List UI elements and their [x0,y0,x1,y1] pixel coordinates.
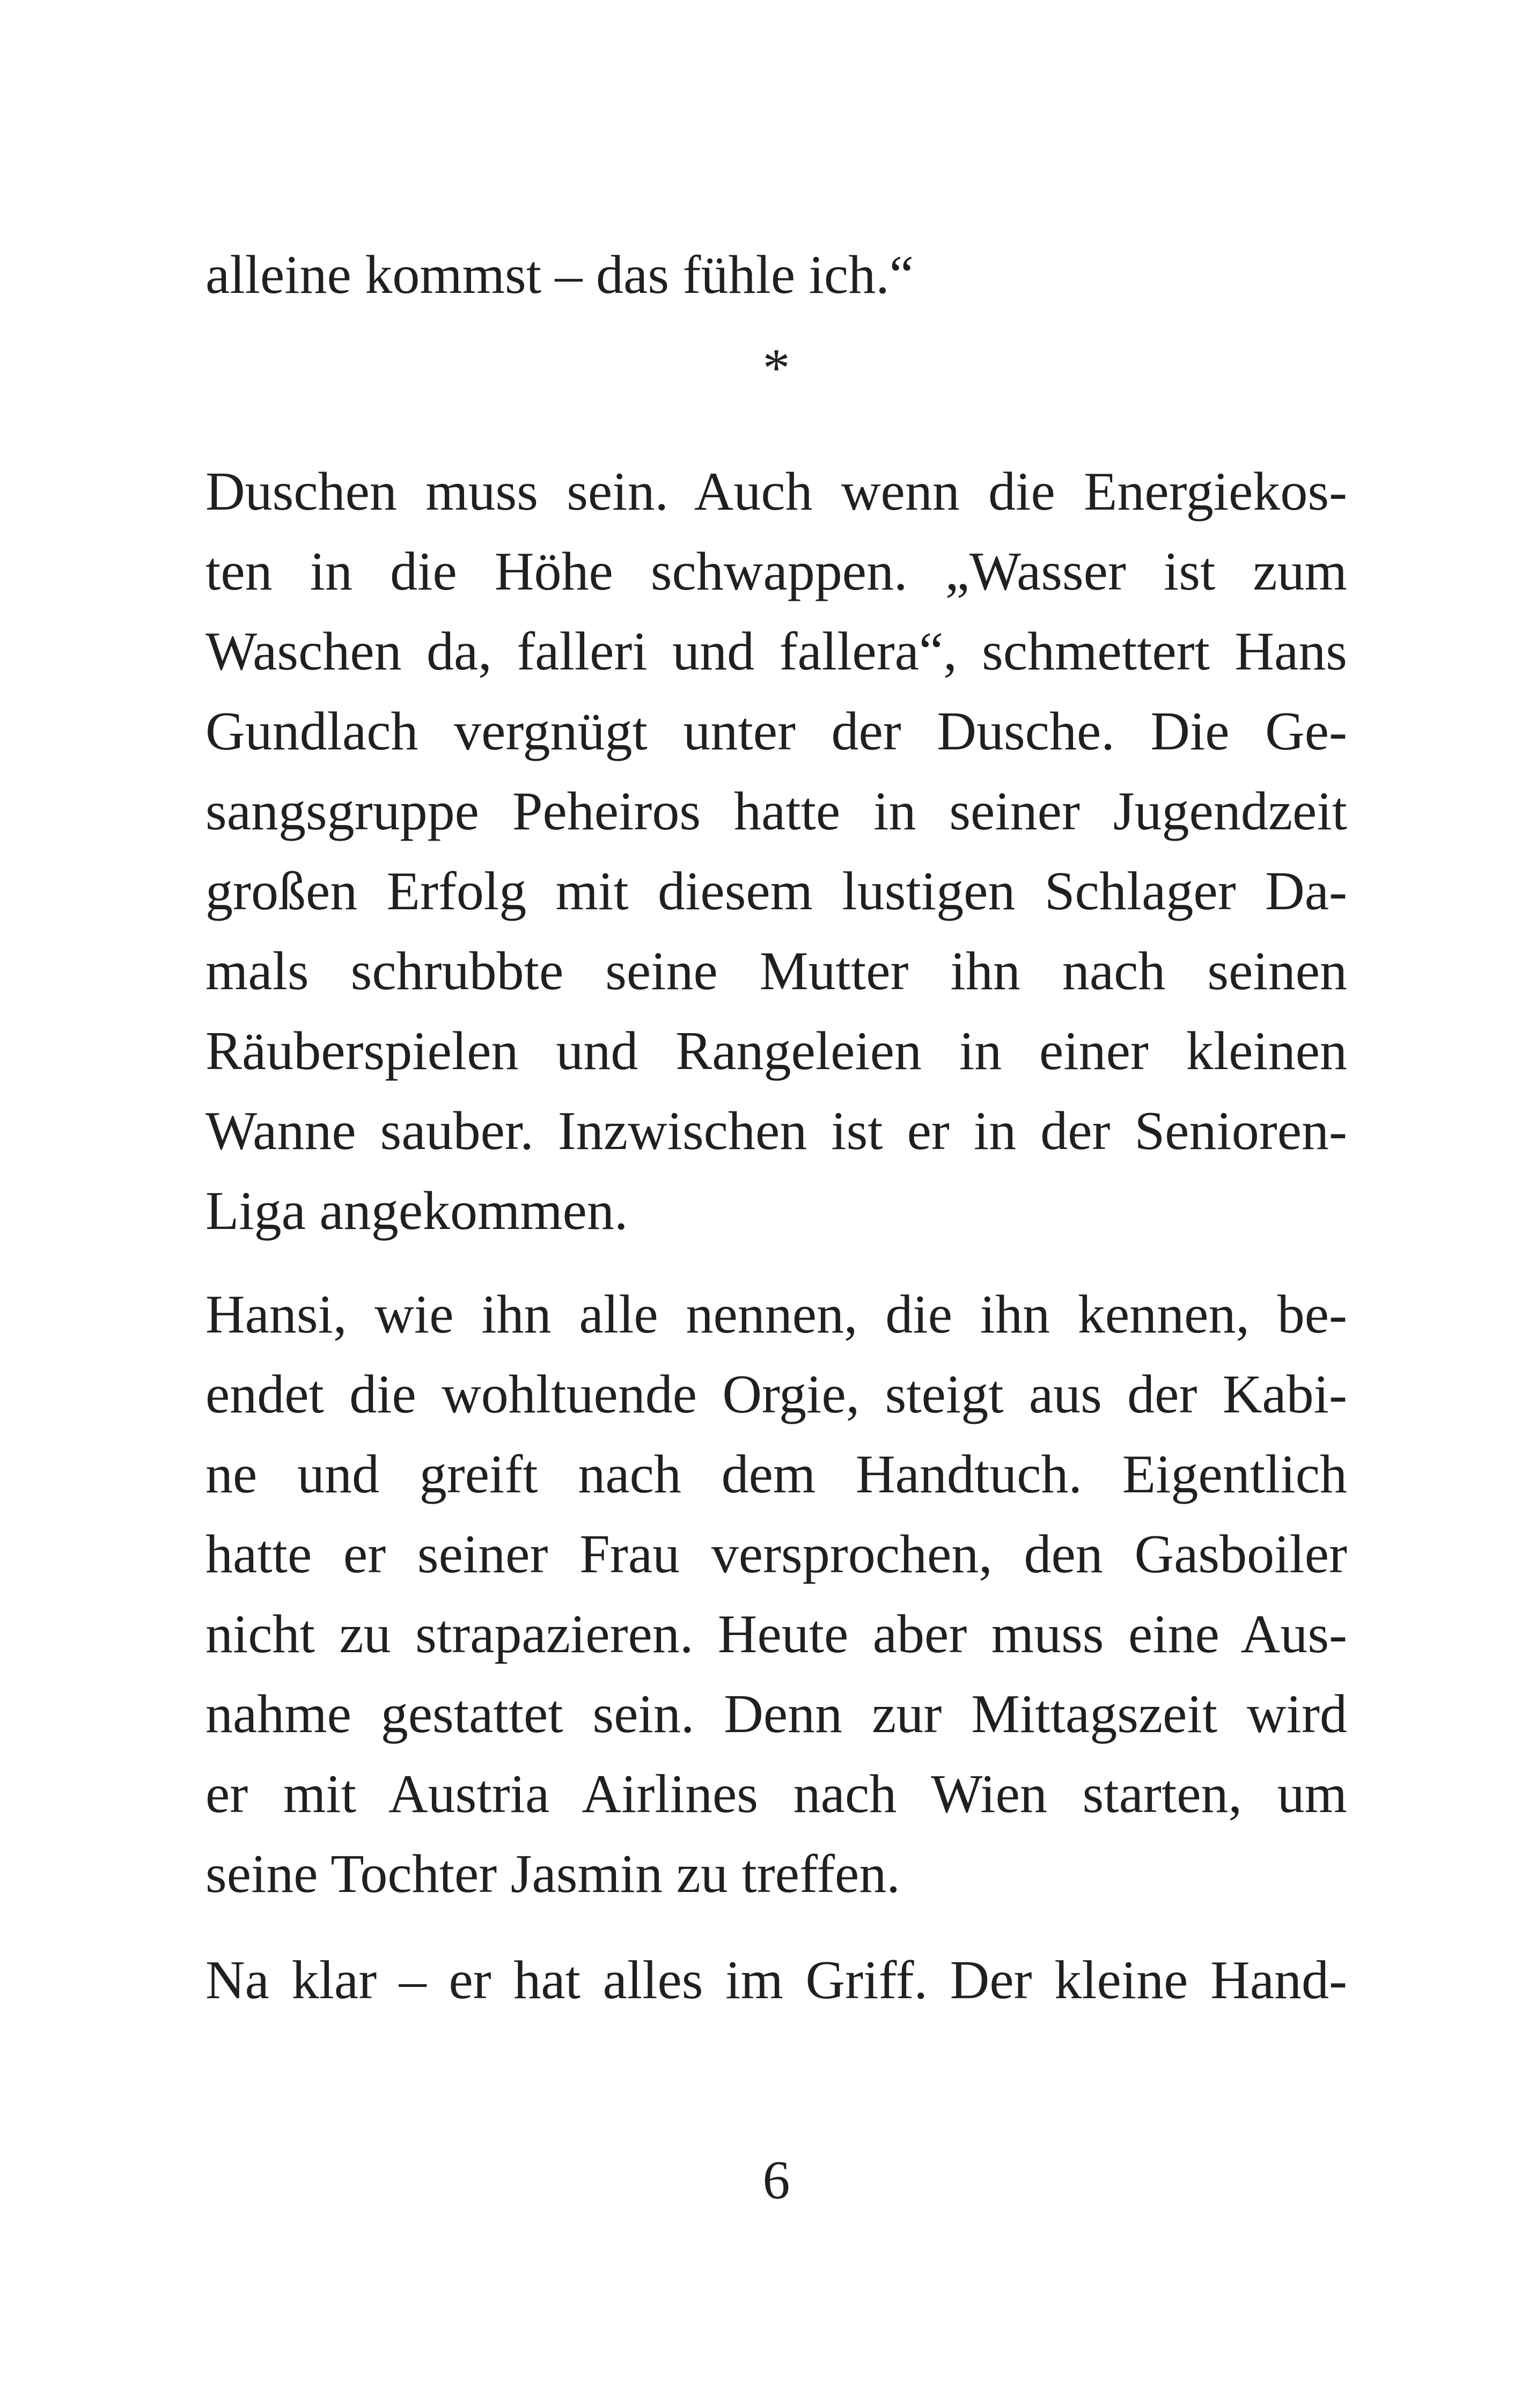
text-line: alleine kommst – das fühle ich.“ [205,245,914,305]
text-line: Liga angekommen. [205,1181,628,1241]
paragraph-3 [205,1940,1347,2020]
text-line: ne und greift nach dem Handtuch. Eigentlich [205,1444,1347,1505]
text-line: seine Tochter Jasmin zu treffen. [205,1844,900,1904]
text-line: mals schrubbte seine Mutter ihn nach seinen [205,941,1347,1002]
section-separator: * [762,338,790,399]
text-line: Hansi, wie ihn alle nennen, die ihn kennen, be- [205,1284,1347,1345]
page-number: 6 [762,2150,790,2211]
text-line: endet die wohltuende Orgie, steigt aus der Kabi- [205,1364,1347,1425]
text-line: großen Erfolg mit diesem lustigen Schlager Da- [205,861,1347,922]
text-line: er mit Austria Airlines nach Wien starten, um [205,1764,1347,1824]
text-line: Räuberspielen und Rangeleien in einer kleinen [205,1021,1347,1081]
text-line: Wanne sauber. Inzwischen ist er in der Senioren- [205,1101,1347,1161]
text-line: Na klar – er hat alles im Griff. Der kleine Hand- [205,1950,1347,2011]
text-line: nicht zu strapazieren. Heute aber muss eine Aus- [205,1604,1347,1665]
text-line: sangsgruppe Peheiros hatte in seiner Jugendzeit [205,781,1347,842]
text-line: Duschen muss sein. Auch wenn die Energiekos- [205,461,1347,522]
text-line: ten in die Höhe schwappen. „Wasser ist zum [205,541,1347,602]
text-line: nahme gestattet sein. Denn zur Mittagszeit wird [205,1684,1347,1744]
text-line: hatte er seiner Frau versprochen, den Gasboiler [205,1524,1347,1585]
paragraph-2 [205,1275,1347,1914]
text-line: Waschen da, falleri und fallera“, schmettert Hans [205,621,1347,682]
text-line: Gundlach vergnügt unter der Dusche. Die Ge- [205,701,1347,762]
paragraph-intro [205,235,1347,315]
paragraph-1 [205,452,1347,1251]
